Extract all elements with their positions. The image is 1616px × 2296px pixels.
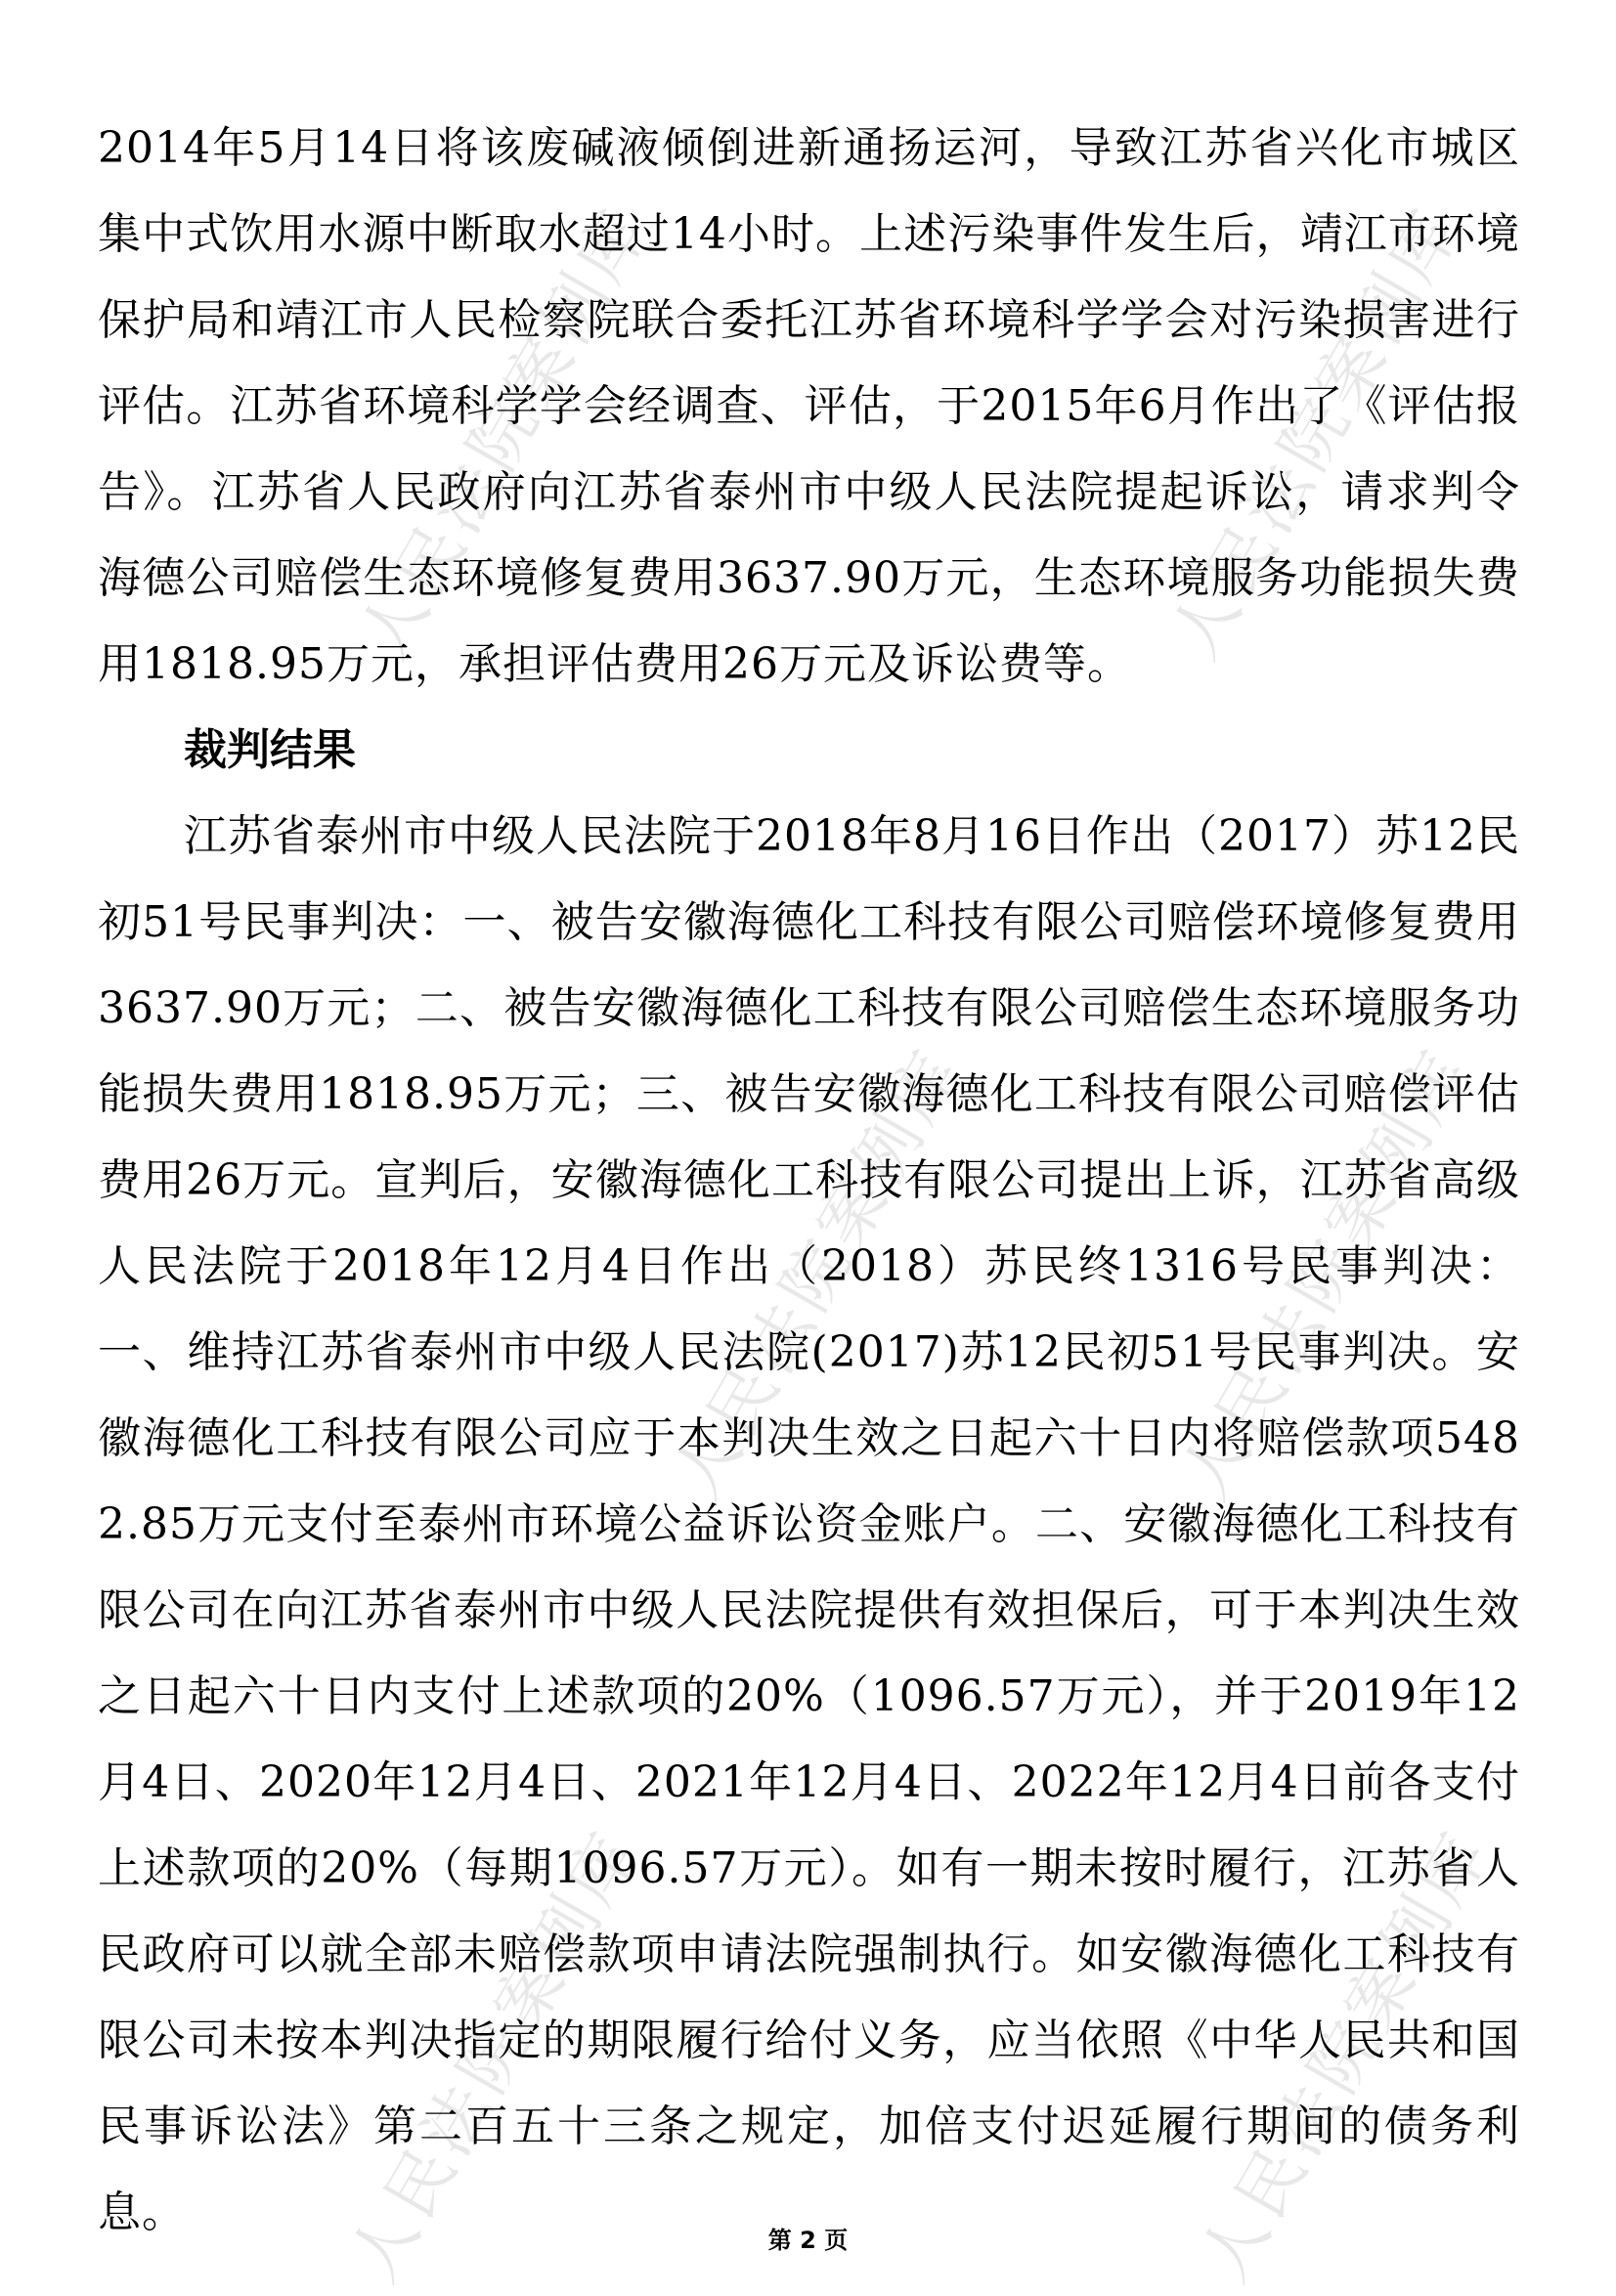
- document-body: [98, 106, 1520, 2256]
- page-number: 第 2 页: [767, 2227, 849, 2254]
- watermark-right-bottom: 人民法院案例库: [1185, 1816, 1507, 2294]
- watermark-center: 人民法院案例库: [657, 1034, 979, 1512]
- watermark-right-top: 人民法院案例库: [1156, 194, 1477, 671]
- watermark-left-top: 人民法院案例库: [344, 194, 666, 671]
- section-heading-judgment-result: 裁判结果: [184, 725, 356, 775]
- watermark-right-mid: 人民法院案例库: [1165, 1034, 1487, 1512]
- watermark-left: 人民法院案例库: [334, 1816, 656, 2294]
- case-facts-paragraph: 2014年5月14日将该废碱液倾倒进新通扬运河，导致江苏省兴化市城区集中式饮用水源中断取水超过14小时。上述污染事件发生后，靖江市环境保护局和靖江市人民检察院联合委托江苏省环境科学学会对污染损害进行评估。江苏省环境科学学会经调查、评估，于2015年6月作出了《评估报告》。江苏省人民政府向江苏省泰州市中级人民法院提起诉讼，请求判令海德公司赔偿生态环境修复费用3637.90万元，生态环境服务功能损失费用1818.95万元，承担评估费用26万元及诉讼费等。: [98, 123, 1520, 689]
- judgment-paragraph: 江苏省泰州市中级人民法院于2018年8月16日作出（2017）苏12民初51号民事判决：一、被告安徽海德化工科技有限公司赔偿环境修复费用3637.90万元；二、被告安徽海德化工科技有限公司赔偿生态环境服务功能损失费用1818.95万元；三、被告安徽海德化工科技有限公司赔偿评估费用26万元。宣判后，安徽海德化工科技有限公司提出上诉，江苏省高级人民法院于2018年12月4日作出（2018）苏民终1316号民事判决：一、维持江苏省泰州市中级人民法院(2017)苏12民初51号民事判决。安徽海德化工科技有限公司应于本判决生效之日起六十日内将赔偿款项5482.85万元支付至泰州市环境公益诉讼资金账户。二、安徽海德化工科技有限公司在向江苏省泰州市中级人民法院提供有效担保后，可于本判决生效之日起六十日内支付上述款项的20%（1096.57万元），并于2019年12月4日、2020年12月4日、2021年12月4日、2022年12月4日前各支付上述款项的20%（每期1096.57万元）。如有一期未按时履行，江苏省人民政府可以就全部未赔偿款项申请法院强制执行。如安徽海德化工科技有限公司未按本判决指定的期限履行给付义务，应当依照《中华人民共和国民事诉讼法》第二百五十三条之规定，加倍支付迟延履行期间的债务利息。: [98, 811, 1520, 2237]
